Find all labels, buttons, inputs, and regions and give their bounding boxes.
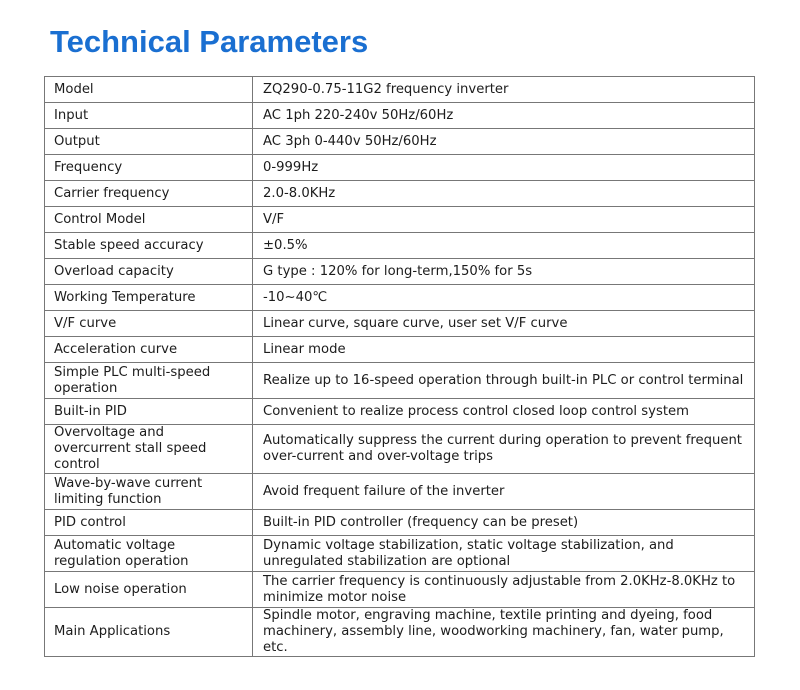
page-title: Technical Parameters xyxy=(50,24,369,59)
table-row xyxy=(45,77,755,103)
param-label: Frequency xyxy=(45,155,253,181)
table-row xyxy=(45,474,755,510)
param-label: Built-in PID xyxy=(45,399,253,425)
table-row xyxy=(45,510,755,536)
param-label: V/F curve xyxy=(45,311,253,337)
param-label: Output xyxy=(45,129,253,155)
param-label: Stable speed accuracy xyxy=(45,233,253,259)
param-value: ±0.5% xyxy=(253,233,755,259)
param-label: Low noise operation xyxy=(45,572,253,608)
table-row xyxy=(45,285,755,311)
param-value: Built-in PID controller (frequency can be preset) xyxy=(253,510,755,536)
param-value: Avoid frequent failure of the inverter xyxy=(253,474,755,510)
param-value: Linear mode xyxy=(253,337,755,363)
param-value: AC 3ph 0-440v 50Hz/60Hz xyxy=(253,129,755,155)
param-value: -10~40℃ xyxy=(253,285,755,311)
parameters-table xyxy=(44,76,755,657)
param-label: Input xyxy=(45,103,253,129)
table-row xyxy=(45,337,755,363)
param-label: Main Applications xyxy=(45,608,253,657)
table-row xyxy=(45,425,755,474)
param-value: Spindle motor, engraving machine, textile printing and dyeing, food machinery, assembly line, woodworking machinery, fan, water pump, etc. xyxy=(253,608,755,657)
table-row xyxy=(45,103,755,129)
table-row xyxy=(45,363,755,399)
param-value: ZQ290-0.75-11G2 frequency inverter xyxy=(253,77,755,103)
param-label: Overvoltage and overcurrent stall speed control xyxy=(45,425,253,474)
table-row xyxy=(45,129,755,155)
param-value: 2.0-8.0KHz xyxy=(253,181,755,207)
param-value: V/F xyxy=(253,207,755,233)
param-value: Realize up to 16-speed operation through built-in PLC or control terminal xyxy=(253,363,755,399)
table-row xyxy=(45,608,755,657)
param-value: Linear curve, square curve, user set V/F curve xyxy=(253,311,755,337)
table-row xyxy=(45,233,755,259)
param-label: Working Temperature xyxy=(45,285,253,311)
table-row xyxy=(45,311,755,337)
param-label: Model xyxy=(45,77,253,103)
table-row xyxy=(45,181,755,207)
table-row xyxy=(45,259,755,285)
param-label: Overload capacity xyxy=(45,259,253,285)
param-value: G type : 120% for long-term,150% for 5s xyxy=(253,259,755,285)
table-row xyxy=(45,399,755,425)
table-row xyxy=(45,155,755,181)
param-value: 0-999Hz xyxy=(253,155,755,181)
param-label: Wave-by-wave current limiting function xyxy=(45,474,253,510)
param-label: Simple PLC multi-speed operation xyxy=(45,363,253,399)
param-value: Convenient to realize process control closed loop control system xyxy=(253,399,755,425)
param-value: The carrier frequency is continuously adjustable from 2.0KHz-8.0KHz to minimize motor noise xyxy=(253,572,755,608)
param-label: PID control xyxy=(45,510,253,536)
param-value: Automatically suppress the current during operation to prevent frequent over-current and over-voltage trips xyxy=(253,425,755,474)
table-row xyxy=(45,536,755,572)
table-row xyxy=(45,572,755,608)
param-label: Carrier frequency xyxy=(45,181,253,207)
param-label: Control Model xyxy=(45,207,253,233)
table-row xyxy=(45,207,755,233)
param-label: Acceleration curve xyxy=(45,337,253,363)
param-value: Dynamic voltage stabilization, static voltage stabilization, and unregulated stabilization are optional xyxy=(253,536,755,572)
param-value: AC 1ph 220-240v 50Hz/60Hz xyxy=(253,103,755,129)
param-label: Automatic voltage regulation operation xyxy=(45,536,253,572)
